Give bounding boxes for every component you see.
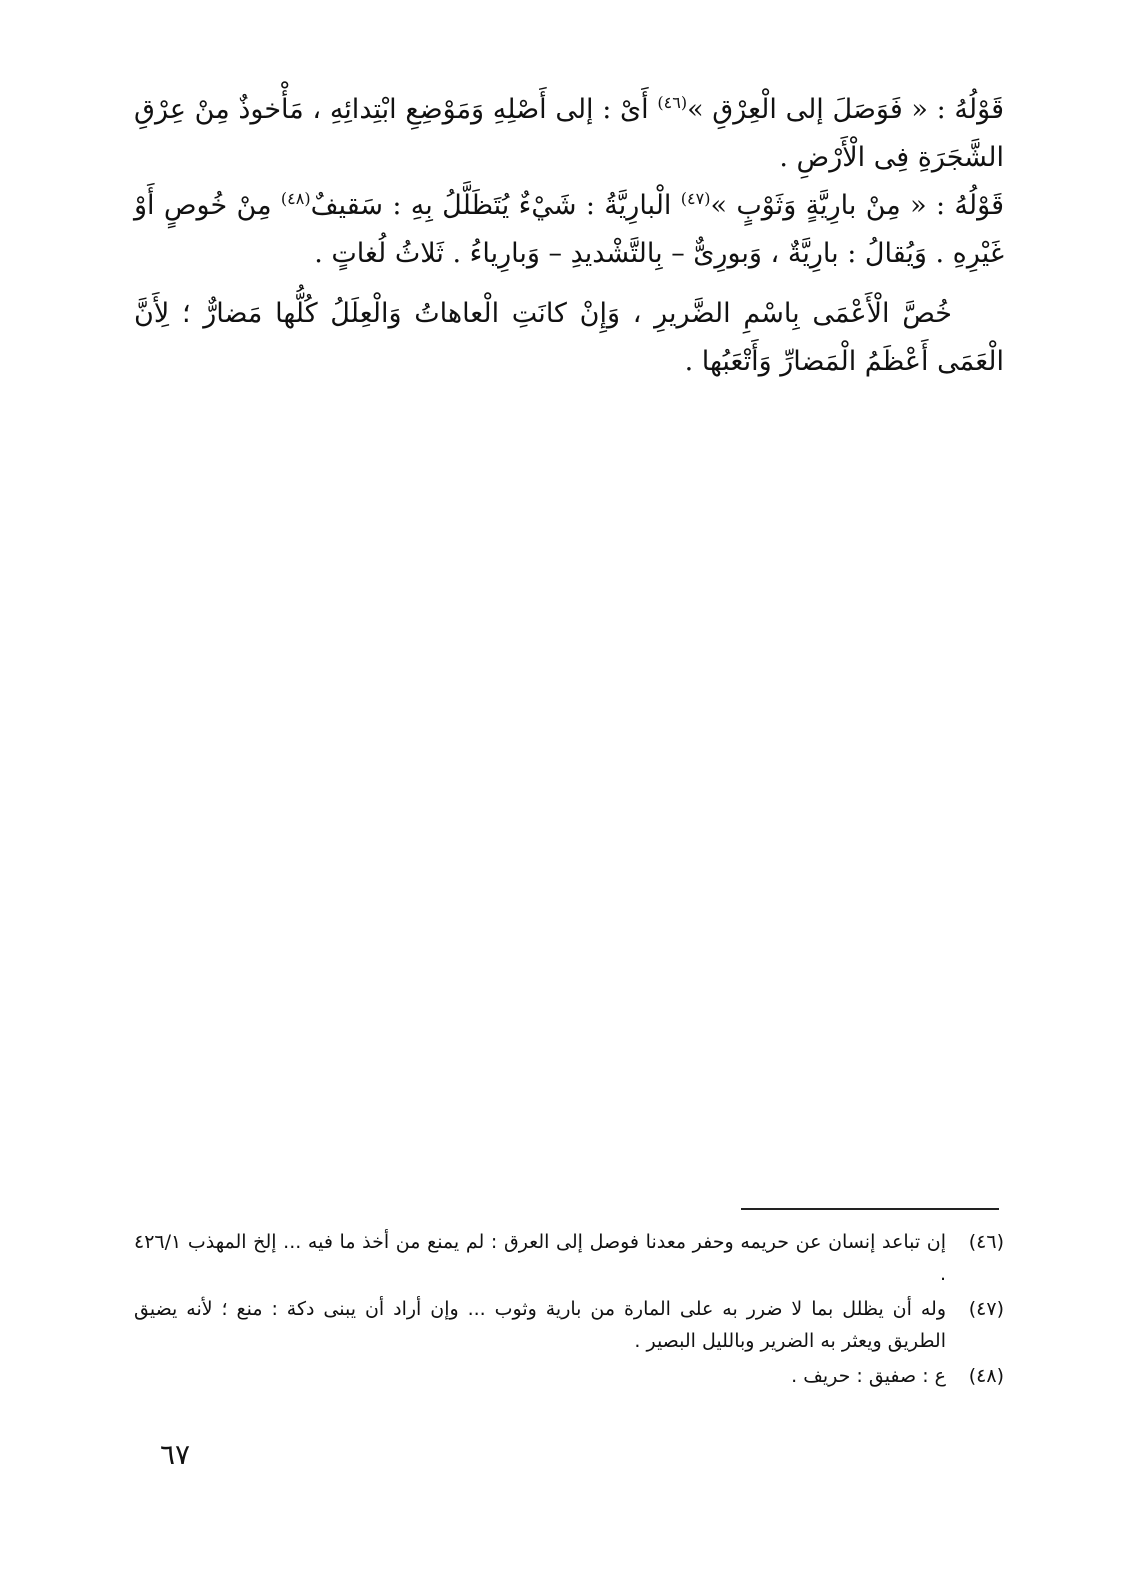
footnote-ref-47[interactable]: (٤٧) xyxy=(680,189,711,208)
paragraph-1-start: قَوْلُهُ : « فَوَصَلَ إلى الْعِرْقِ » xyxy=(687,94,1004,125)
paragraph-3: خُصَّ الْأَعْمَى بِاسْمِ الضَّريرِ ، وَإِنْ كانَتِ الْعاهاتُ وَالْعِلَلُ كُلُّها مَضارٌّ ؛ لِأَنَّ الْعَمَى أَعْظَمُ الْمَضارِّ وَأَتْعَبُها . xyxy=(134,298,1004,377)
footnote-number: (٤٧) xyxy=(968,1298,1004,1320)
footnote-text: وله أن يظلل بما لا ضرر به على المارة من بارية وثوب ... وإن أراد أن يبنى دكة : منع ؛ لأنه يضيق الطريق ويعثر به الضرير وبالليل البصير . xyxy=(134,1298,946,1352)
footnote-ref-46[interactable]: (٤٦) xyxy=(657,93,688,112)
paragraph-2 xyxy=(134,182,1004,278)
footnote-47 xyxy=(134,1293,1004,1357)
paragraph-2-rest: مِنْ خُوصٍ أَوْ غَيْرِهِ . وَيُقالُ : بارِيَّةٌ ، وَبورِىٌّ – بِالتَّشْديدِ – وَبارِياءُ . ثَلاثُ لُغاتٍ . xyxy=(134,190,1004,269)
paragraph-2-middle: الْبارِيَّةُ : شَيْءٌ يُتَظَلَّلُ بِهِ : سَقيفٌ xyxy=(310,190,681,221)
footnote-number: (٤٨) xyxy=(968,1365,1004,1387)
footnote-text: إن تباعد إنسان عن حريمه وحفر معدنا فوصل إلى العرق : لم يمنع من أخذ ما فيه ... إلخ المهذب ٤٢٦/١ . xyxy=(134,1231,946,1285)
footnote-48 xyxy=(134,1360,1004,1392)
paragraph-2-start: قَوْلُهُ : « مِنْ بارِيَّةٍ وَثَوْبٍ » xyxy=(710,190,1004,221)
paragraph-1 xyxy=(134,86,1004,182)
main-text xyxy=(134,86,1004,386)
footnote-divider xyxy=(741,1208,999,1210)
footnote-text: ع : صفيق : حريف . xyxy=(791,1365,946,1387)
paragraph-1-rest: أَىْ : إلى أَصْلِهِ وَمَوْضِعِ ابْتِدائِهِ ، مَأْخوذٌ مِنْ عِرْقِ الشَّجَرَةِ فِى الْأَرْضِ . xyxy=(134,94,1004,173)
footnotes xyxy=(134,1226,1004,1395)
footnote-ref-48[interactable]: (٤٨) xyxy=(280,189,311,208)
page-number: ٦٧ xyxy=(160,1438,191,1471)
footnote-number: (٤٦) xyxy=(968,1231,1004,1253)
footnote-46 xyxy=(134,1226,1004,1290)
